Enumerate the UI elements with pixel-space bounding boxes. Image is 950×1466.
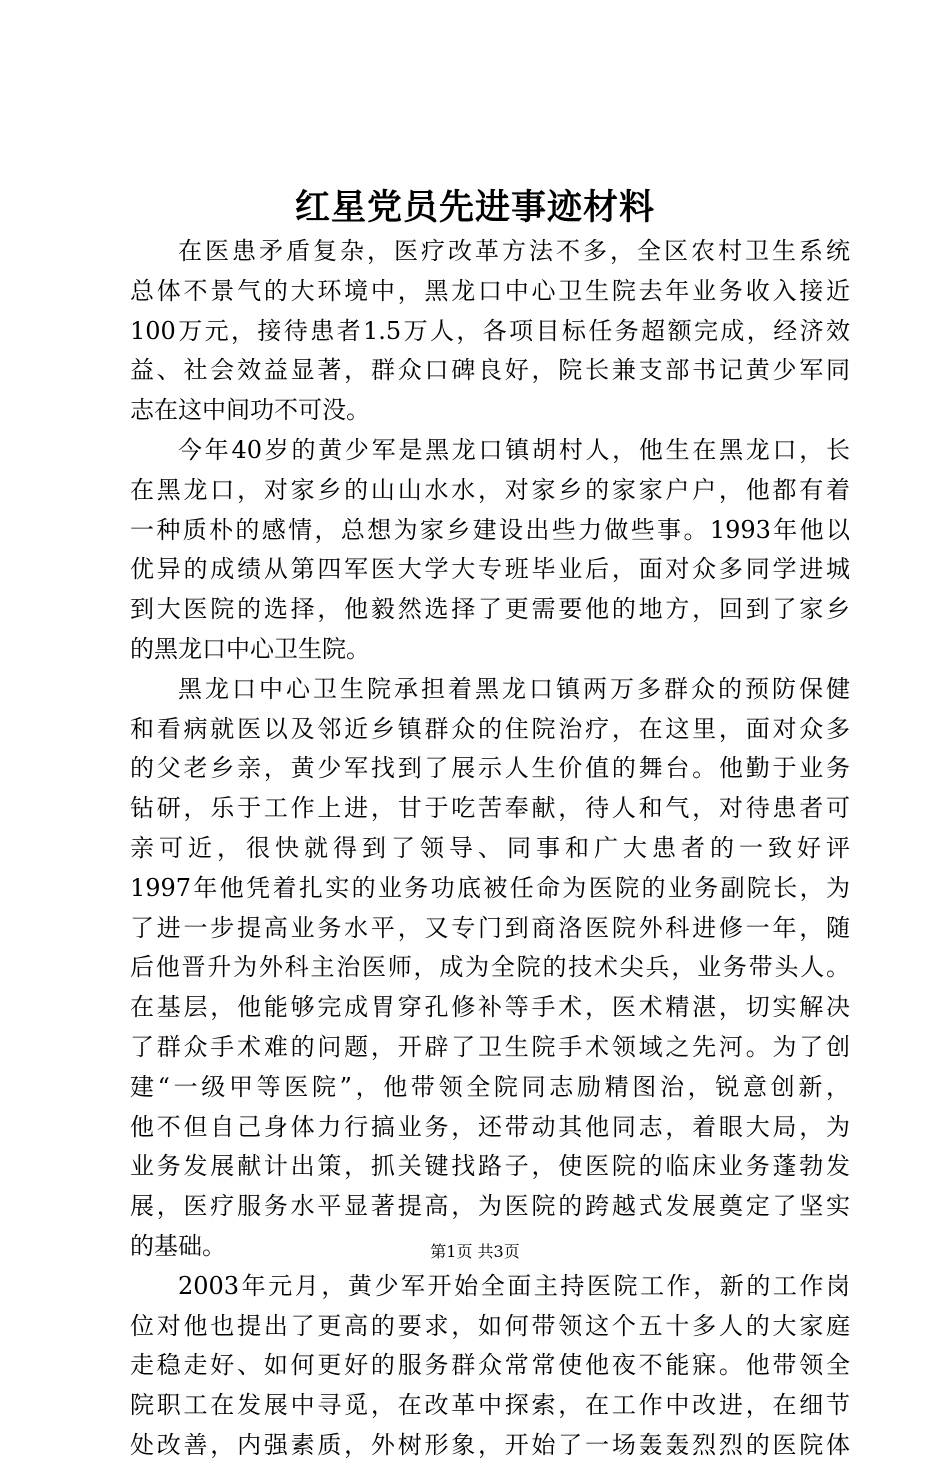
document-body: [130, 232, 850, 1466]
text-line: 业务发展献计出策，抓关键找路子，使医院的临床业务蓬勃发: [130, 1152, 850, 1181]
text-line: 黑龙口中心卫生院承担着黑龙口镇两万多群众的预防保健: [178, 674, 850, 703]
text-line: 的基础。: [130, 1231, 226, 1260]
text-line: 在基层，他能够完成胃穿孔修补等手术，医术精湛，切实解决: [130, 993, 850, 1022]
text-line: 在黑龙口，对家乡的山山水水，对家乡的家家户户，他都有着: [130, 475, 850, 504]
text-line: 在医患矛盾复杂，医疗改革方法不多，全区农村卫生系统: [178, 237, 850, 265]
text-line: 志在这中间功不可没。: [130, 396, 370, 425]
text-line: 一种质朴的感情，总想为家乡建设出些力做些事。1993年他以: [130, 515, 850, 544]
text-line: 展，医疗服务水平显著提高，为医院的跨越式发展奠定了坚实: [130, 1192, 850, 1221]
text-line: 的父老乡亲，黄少军找到了展示人生价值的舞台。他勤于业务: [130, 754, 850, 783]
text-line: 的黑龙口中心卫生院。: [130, 634, 370, 663]
text-line: 了群众手术难的问题，开辟了卫生院手术领域之先河。为了创: [130, 1032, 850, 1061]
text-line: 今年40岁的黄少军是黑龙口镇胡村人，他生在黑龙口，长: [178, 435, 850, 464]
text-line: 钻研，乐于工作上进，甘于吃苦奉献，待人和气，对待患者可: [130, 794, 850, 823]
page-footer: 第1页 共3页: [430, 1242, 520, 1261]
document-title: 红星党员先进事迹材料: [294, 187, 655, 228]
text-line: 和看病就医以及邻近乡镇群众的住院治疗，在这里，面对众多: [130, 714, 850, 743]
text-line: 建“一级甲等医院”，他带领全院同志励精图治，锐意创新，: [130, 1072, 850, 1101]
text-line: 总体不景气的大环境中，黑龙口中心卫生院去年业务收入接近: [130, 276, 850, 305]
text-line: 走稳走好、如何更好的服务群众常常使他夜不能寐。他带领全: [130, 1351, 850, 1380]
text-line: 益、社会效益显著，群众口碑良好，院长兼支部书记黄少军同: [130, 356, 850, 385]
text-line: 100万元，接待患者1.5万人，各项目标任务超额完成，经济效: [130, 316, 850, 345]
text-line: 了进一步提高业务水平，又专门到商洛医院外科进修一年，随: [130, 913, 850, 942]
text-line: 院职工在发展中寻觅，在改革中探索，在工作中改进，在细节: [130, 1391, 850, 1420]
text-line: 后他晋升为外科主治医师，成为全院的技术尖兵，业务带头人。: [130, 953, 850, 982]
text-line: 1997年他凭着扎实的业务功底被任命为医院的业务副院长，为: [130, 873, 850, 902]
text-line: 处改善，内强素质，外树形象，开始了一场轰轰烈烈的医院体: [130, 1430, 850, 1459]
text-line: 他不但自己身体力行搞业务，还带动其他同志，着眼大局，为: [130, 1112, 850, 1141]
text-line: 优异的成绩从第四军医大学大专班毕业后，面对众多同学进城: [130, 555, 850, 584]
text-line: 2003年元月，黄少军开始全面主持医院工作，新的工作岗: [178, 1271, 850, 1300]
text-line: 到大医院的选择，他毅然选择了更需要他的地方，回到了家乡: [130, 595, 850, 624]
text-line: 亲可近，很快就得到了领导、同事和广大患者的一致好评: [130, 833, 850, 862]
text-line: 位对他也提出了更高的要求，如何带领这个五十多人的大家庭: [130, 1311, 850, 1340]
